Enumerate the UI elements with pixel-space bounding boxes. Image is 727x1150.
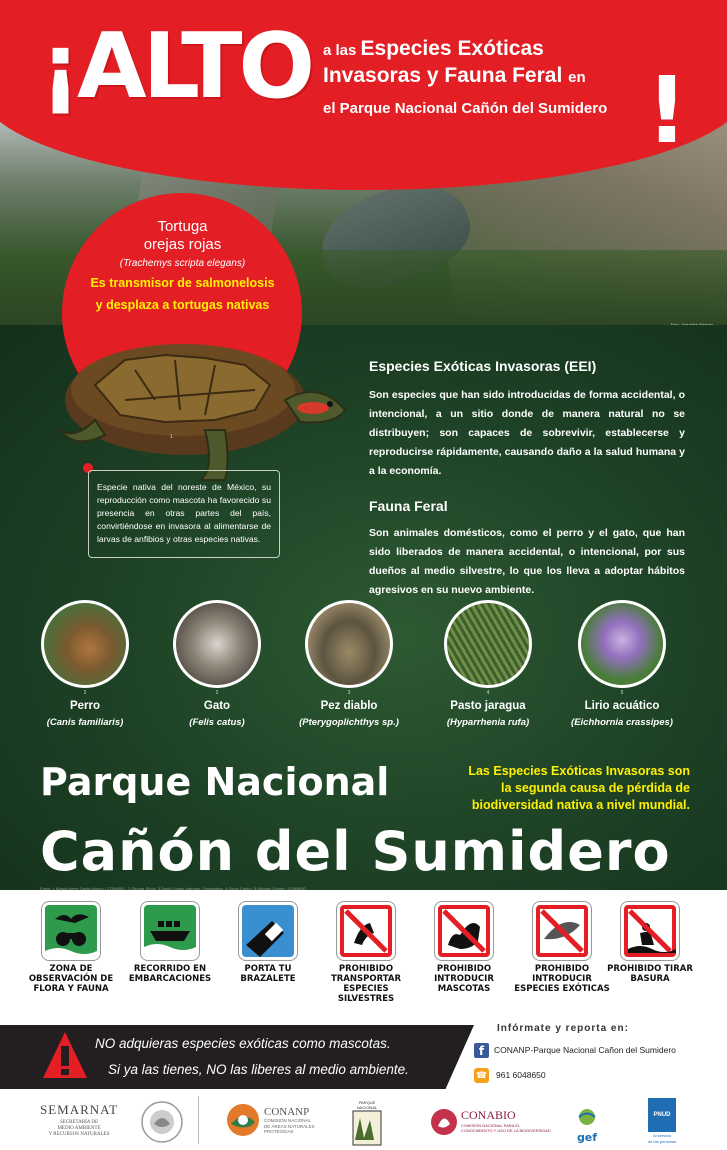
pez-diablo-scientific: (Pterygoplichthys sp.) (299, 717, 399, 728)
park-title-line1: Parque Nacional (40, 760, 390, 804)
gato-photo (173, 600, 261, 688)
warning-line2: Si ya las tienes, NO las liberes al medio ambiente. (108, 1062, 409, 1077)
conabio-sub-1: COMISIÓN NACIONAL PARA EL (461, 1123, 521, 1128)
gef-name: gef (576, 1131, 598, 1144)
mexico-seal-icon (140, 1100, 184, 1144)
gef-logo (574, 1108, 600, 1144)
perro-photo-number: 2 (83, 690, 87, 696)
pez-diablo-name: Pez diablo (320, 700, 378, 712)
alto-title: ¡ALTO (40, 14, 312, 119)
semarnat-subtitle (40, 1120, 118, 1138)
perro-photo (41, 600, 129, 688)
conabio-logo (461, 1108, 551, 1133)
turtle-photo-number: 1 (170, 434, 173, 440)
facebook-row[interactable] (474, 1042, 676, 1058)
species-lirio-acuatico (557, 600, 687, 728)
undp-sub-1: Al servicio (653, 1133, 672, 1138)
feral-title: Fauna Feral (369, 498, 448, 514)
no-transport-species-icon (337, 902, 395, 960)
rule-no-transportar-label: PROHIBIDO TRANSPORTAR ESPECIES SILVESTRES (330, 964, 402, 1004)
tortuga-name-1: Tortuga (157, 218, 208, 235)
gato-photo-number: 2 (215, 690, 219, 696)
lirio-acuatico-scientific: (Eichhornia crassipes) (571, 717, 673, 728)
header-line2-main: Invasoras y Fauna Feral (323, 64, 563, 87)
rule-observacion (21, 902, 121, 994)
pasto-jaragua-photo (444, 600, 532, 688)
header-line-3: el Parque Nacional Cañón del Sumidero (323, 100, 608, 117)
biodiversity-note (400, 763, 690, 814)
warning-line1: NO adquieras especies exóticas como mascotas. (95, 1036, 391, 1051)
facebook-icon: f (474, 1043, 489, 1058)
contact-heading: Infórmate y reporta en: (497, 1023, 629, 1034)
parque-nacional-logo (350, 1100, 384, 1150)
conanp-name: CONANP (264, 1106, 310, 1118)
rule-no-basura (600, 902, 700, 984)
logo-divider (198, 1096, 199, 1144)
rule-embarcaciones-label: RECORRIDO EN EMBARCACIONES (128, 964, 212, 984)
no-exotic-species-icon (533, 902, 591, 960)
conabio-emblem-icon (430, 1108, 458, 1136)
conanp-logo (264, 1106, 315, 1135)
pasto-jaragua-name: Pasto jaragua (450, 700, 526, 712)
photo-credits: Fotos: 1 Miguel Angel Garita Alonso / CONABIO, 2 Obrotar Stock, 3 David Ovalle Vasquez / Naturalista, 4 Oscar Castro, 5 Michael Grimm / CONABIO (40, 886, 307, 891)
semarnat-sub-3: Y RECURSOS NATURALES (48, 1132, 110, 1137)
semarnat-sub-1: SECRETARÍA DE (60, 1120, 99, 1125)
conanp-sub-1: COMISIÓN NACIONAL (264, 1118, 312, 1123)
tortuga-text (70, 218, 295, 313)
tortuga-name-2: orejas rojas (143, 236, 222, 253)
parque-small-label: PARQUE NACIONAL (356, 1100, 378, 1110)
rule-no-exoticas-label: PROHIBIDO INTRODUCIR ESPECIES EXÓTICAS (514, 964, 610, 994)
boat-icon (141, 902, 199, 960)
warning-icon (40, 1028, 90, 1084)
undp-box: PNUD (648, 1098, 676, 1132)
no-pets-icon (435, 902, 493, 960)
pasto-jaragua-photo-number: 4 (486, 690, 490, 696)
feral-body: Son animales domésticos, como el perro y el gato, que han sido liberados de manera accidental, o intencional, por sus dueños al medio silvestre, lo que los lleva a adoptar hábitos agresivos en su nuevo ambiente. (369, 527, 685, 596)
pez-diablo-photo (305, 600, 393, 688)
rule-observacion-label: ZONA DE OBSERVACIÓN DE FLORA Y FAUNA (28, 964, 114, 994)
eei-body: Son especies que han sido introducidas de forma accidental, o intencional, a un sitio donde de manera natural no se distribuyen; son capaces de sobrevivir, establecerse y reproducirse rápidamente, causando daño a la salud humana y a la economía. (369, 389, 685, 477)
rule-no-basura-label: PROHIBIDO TIRAR BASURA (607, 964, 693, 984)
phone-row[interactable] (474, 1067, 546, 1083)
phone-text[interactable]: 961 6048650 (496, 1070, 546, 1080)
tortuga-note-box: Especie nativa del noreste de México, su reproducción como mascota ha favorecido su presencia en otras partes del país, convirtiéndose en invasora al alimentarse de larvas de anfibios y otras especies nativas. (88, 470, 280, 558)
header-lines (323, 38, 607, 124)
tortuga-impact-2: y desplaza a tortugas nativas (95, 298, 270, 312)
header-line2-suffix: en (568, 69, 586, 86)
conanp-sub-3: PROTEGIDAS (264, 1129, 294, 1134)
conanp-emblem-icon (225, 1102, 261, 1138)
conabio-name: CONABIO (461, 1108, 516, 1122)
conabio-sub-2: CONOCIMIENTO Y USO DE LA BIODIVERSIDAD (461, 1128, 551, 1133)
rule-brazalete-label: PORTA TU BRAZALETE (240, 964, 296, 984)
species-pasto-jaragua (423, 600, 553, 728)
note-line3: biodiversidad nativa a nivel mundial. (471, 798, 690, 812)
gato-name: Gato (203, 700, 231, 712)
header-line1-prefix: a las (323, 42, 357, 59)
lirio-acuatico-photo (578, 600, 666, 688)
turtle-image (55, 330, 355, 490)
header-line-1 (323, 38, 607, 62)
rule-brazalete (218, 902, 318, 984)
header-exclamation: ! (646, 57, 688, 164)
canyon-emblem-icon (352, 1110, 382, 1146)
pez-diablo-photo-number: 3 (347, 690, 351, 696)
eei-title: Especies Exóticas Invasoras (EEI) (369, 358, 597, 374)
perro-scientific: (Canis familiaris) (46, 717, 124, 728)
semarnat-logo (40, 1102, 118, 1138)
rule-no-exoticas (512, 902, 612, 994)
species-perro (20, 600, 150, 728)
header-line1-main: Especies Exóticas (360, 37, 544, 60)
pasto-jaragua-scientific: (Hyparrhenia rufa) (446, 717, 530, 728)
tortuga-impact-1: Es transmisor de salmonelosis (90, 276, 275, 290)
tortuga-scientific: (Trachemys scripta elegans) (119, 258, 246, 269)
semarnat-sub-2: MEDIO AMBIENTE (57, 1126, 101, 1131)
lirio-acuatico-name: Lirio acuático (584, 700, 660, 712)
rule-no-transportar (316, 902, 416, 1004)
conanp-sub-2: DE ÁREAS NATURALES (264, 1123, 315, 1129)
gato-scientific: (Felis catus) (189, 717, 245, 728)
no-littering-icon (621, 902, 679, 960)
rule-no-mascotas-label: PROHIBIDO INTRODUCIR MASCOTAS (434, 964, 494, 994)
rule-embarcaciones (120, 902, 220, 984)
species-pez-diablo (284, 600, 414, 728)
facebook-text[interactable]: CONANP-Parque Nacional Cañon del Sumidero (494, 1045, 676, 1055)
note-line2: la segunda causa de pérdida de (501, 781, 690, 795)
phone-icon: ☎ (474, 1068, 489, 1083)
binoculars-icon (42, 902, 100, 960)
header-line-2 (323, 62, 607, 92)
wristband-icon (239, 902, 297, 960)
lirio-acuatico-photo-number: 5 (620, 690, 624, 696)
logos-row (0, 1094, 727, 1150)
species-gato (152, 600, 282, 728)
undp-sub-2: de las personas (648, 1139, 677, 1144)
semarnat-name: SEMARNAT (40, 1102, 119, 1117)
perro-name: Perro (69, 700, 101, 712)
gef-globe-icon (574, 1108, 600, 1126)
note-line1: Las Especies Exóticas Invasoras son (468, 764, 690, 778)
park-title-line2: Cañón del Sumidero (40, 820, 671, 883)
rule-no-mascotas (414, 902, 514, 994)
undp-logo (648, 1098, 676, 1144)
